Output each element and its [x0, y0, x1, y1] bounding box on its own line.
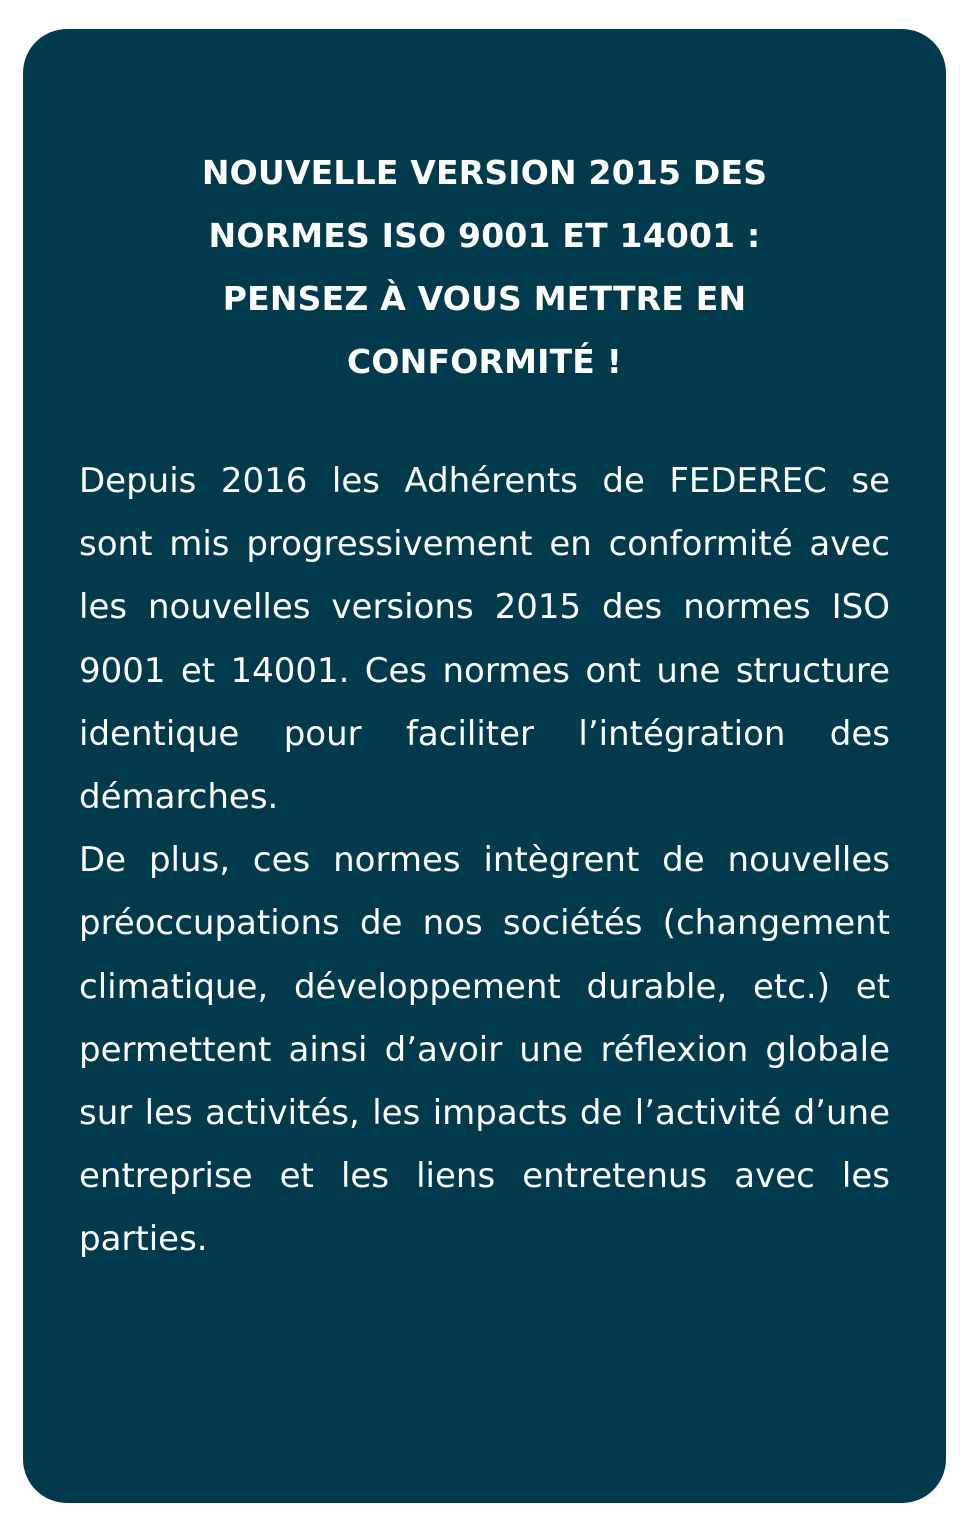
card-title-line: NORMES ISO 9001 ET 14001 : — [208, 216, 761, 255]
card-body — [79, 450, 890, 1272]
info-card — [23, 29, 946, 1503]
card-title-line: PENSEZ À VOUS METTRE EN — [222, 279, 747, 318]
card-paragraph-details: De plus, ces normes intègrent de nouvelles préoccupations de nos sociétés (changement climatique, développement durable, etc.) et permettent ainsi d’avoir une réflexion globale sur les activités, les impacts de l’activité d’une entreprise et les liens entretenus avec les parties. — [79, 840, 890, 1260]
card-title-line: CONFORMITÉ ! — [346, 342, 622, 381]
card-paragraph-intro: Depuis 2016 les Adhérents de FEDEREC se sont mis progressivement en conformité avec les nouvelles versions 2015 des normes ISO 9001 et 14001. Ces normes ont une structure identique pour faciliter l’intégration des démarches. — [79, 461, 890, 818]
card-title-line: NOUVELLE VERSION 2015 DES — [201, 153, 768, 192]
card-title — [79, 141, 890, 393]
